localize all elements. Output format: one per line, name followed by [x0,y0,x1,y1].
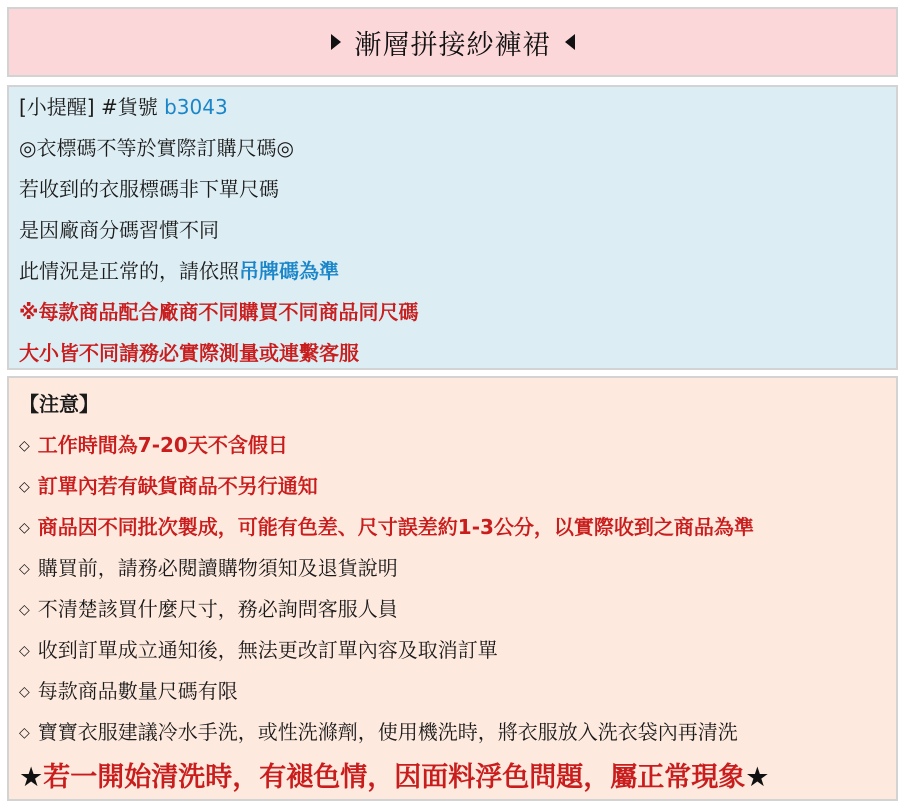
notice-panel [7,376,898,801]
tag-size-highlight: 吊牌碼為準 [239,259,339,283]
triangle-right-icon [331,34,341,50]
reminder-header-label: [小提醒] #貨號 [19,95,165,119]
size-reminder-panel [7,85,898,370]
diamond-bullet-icon: ◇ [19,561,30,577]
diamond-bullet-icon: ◇ [19,684,30,700]
star-icon: ★ [19,762,44,793]
notice-item-text: 每款商品數量尺碼有限 [37,679,238,703]
diamond-bullet-icon: ◇ [19,643,30,659]
notice-item [19,473,318,502]
reminder-warning-2: 大小皆不同請務必實際測量或連繫客服 [19,341,359,365]
notice-item-text: 工作時間為7-20天不含假日 [37,433,288,457]
notice-item [19,637,498,666]
notice-item [19,514,754,543]
diamond-bullet-icon: ◇ [19,602,30,618]
reminder-line-1: ◎衣標碼不等於實際訂購尺碼◎ [19,136,294,160]
triangle-left-icon [565,34,575,50]
reminder-header [19,94,228,120]
notice-item [19,596,398,625]
notice-item [19,719,738,748]
item-code: b3043 [164,95,228,119]
notice-item-text: 訂單內若有缺貨商品不另行通知 [37,474,318,498]
product-title-text: 漸層拼接紗褲裙 [354,29,551,61]
notice-item-text: 收到訂單成立通知後，無法更改訂單內容及取消訂單 [37,638,498,662]
title-banner [7,7,898,77]
notice-item-text: 商品因不同批次製成，可能有色差、尺寸誤差約1-3公分，以實際收到之商品為準 [37,515,754,539]
notice-item-text: 不清楚該買什麼尺寸，務必詢問客服人員 [37,597,398,621]
notice-item-text: 購買前，請務必閱讀購物須知及退貨說明 [37,556,398,580]
diamond-bullet-icon: ◇ [19,520,30,536]
reminder-line-4-text: 此情況是正常的，請依照 [19,259,239,283]
notice-header: 【注意】 [19,392,99,416]
washing-warning [19,761,769,795]
star-icon: ★ [745,762,770,793]
notice-item [19,555,398,584]
reminder-line-4 [19,258,339,284]
diamond-bullet-icon: ◇ [19,438,30,454]
diamond-bullet-icon: ◇ [19,479,30,495]
reminder-line-2: 若收到的衣服標碼非下單尺碼 [19,177,279,201]
notice-item [19,432,288,461]
diamond-bullet-icon: ◇ [19,725,30,741]
washing-warning-text: 若一開始清洗時，有褪色情，因面料浮色問題，屬正常現象 [43,762,746,793]
notice-item [19,678,238,707]
product-title [9,9,896,75]
notice-item-text: 寶寶衣服建議冷水手洗，或性洗滌劑，使用機洗時，將衣服放入洗衣袋內再清洗 [37,720,738,744]
reminder-warning-1: ※每款商品配合廠商不同購買不同商品同尺碼 [19,300,419,324]
reminder-line-3: 是因廠商分碼習慣不同 [19,218,219,242]
